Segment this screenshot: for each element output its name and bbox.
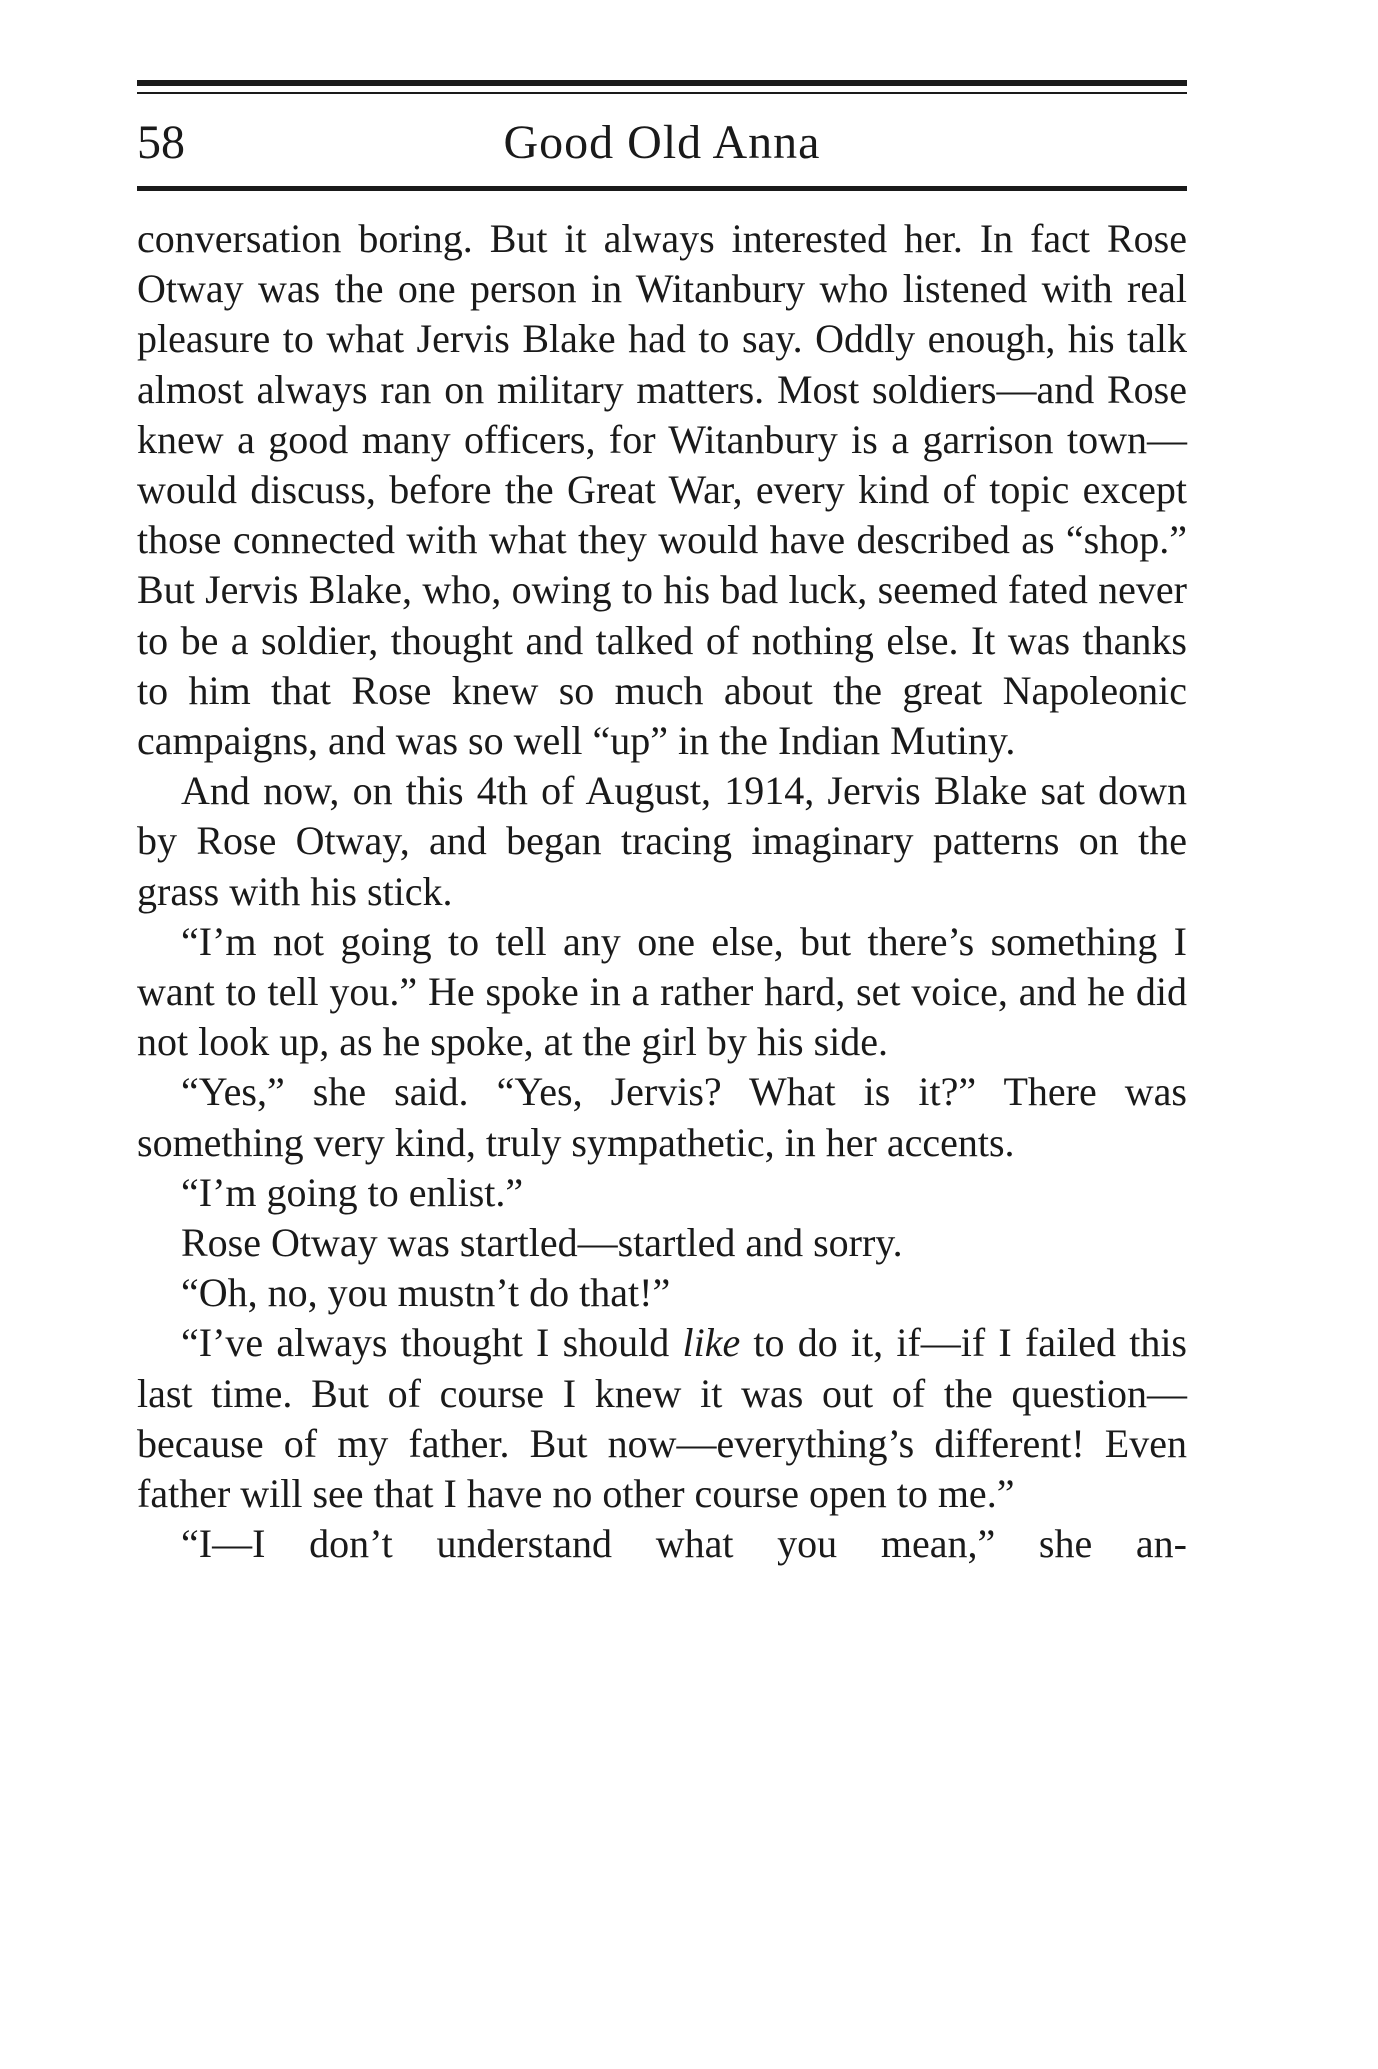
running-title: Good Old Anna bbox=[503, 116, 821, 169]
page-number: 58 bbox=[137, 116, 185, 169]
paragraph-8-end: to do it, if—if I failed this last time. But of course I knew it was out of the question—because of my father. But now—everything’s different! Even father will see that I have no other course open to me.” bbox=[137, 1320, 1187, 1517]
top-rule-thin bbox=[137, 92, 1187, 94]
paragraph-5: “I’m going to enlist.” bbox=[181, 1169, 524, 1215]
paragraph-7: “Oh, no, you mustn’t do that!” bbox=[181, 1270, 671, 1316]
paragraph-1: conversation boring. But it always interested her. In fact Rose Otway was the one person in Witanbury who listened with real pleasure to what Jervis Blake had to say. Oddly enough, his talk almost always ran on military matters. Most soldiers—and Rose knew a good many officers, for Witanbury is a garrison town—would discuss, before the Great War, every kind of topic except those connected with what they would have described as “shop.” But Jervis Blake, who, owing to his bad luck, seemed fated never to be a soldier, thought and talked of nothing else. It was thanks to him that Rose knew so much about the great Napoleonic campaigns, and was so well “up” in the Indian Mutiny. bbox=[137, 216, 1187, 764]
paragraph-8 bbox=[137, 1318, 1187, 1519]
paragraph-9: “I—I don’t understand what you mean,” she an- bbox=[181, 1521, 1187, 1567]
paragraph-4: “Yes,” she said. “Yes, Jervis? What is it?” There was something very kind, truly sympathetic, in her accents. bbox=[137, 1069, 1187, 1165]
emphasis-like: like bbox=[682, 1320, 741, 1366]
paragraph-8-start: “I’ve always thought I should bbox=[181, 1320, 683, 1366]
paragraph-2: And now, on this 4th of August, 1914, Jervis Blake sat down by Rose Otway, and began tracing imaginary patterns on the grass with his stick. bbox=[137, 768, 1187, 914]
top-rule-thick bbox=[137, 80, 1187, 86]
body-text bbox=[137, 214, 1187, 1569]
paragraph-6: Rose Otway was startled—startled and sorry. bbox=[181, 1220, 903, 1266]
paragraph-3: “I’m not going to tell any one else, but there’s something I want to tell you.” He spoke in a rather hard, set voice, and he did not look up, as he spoke, at the girl by his side. bbox=[137, 918, 1187, 1065]
header-rule bbox=[137, 186, 1187, 191]
running-head bbox=[137, 108, 1187, 178]
